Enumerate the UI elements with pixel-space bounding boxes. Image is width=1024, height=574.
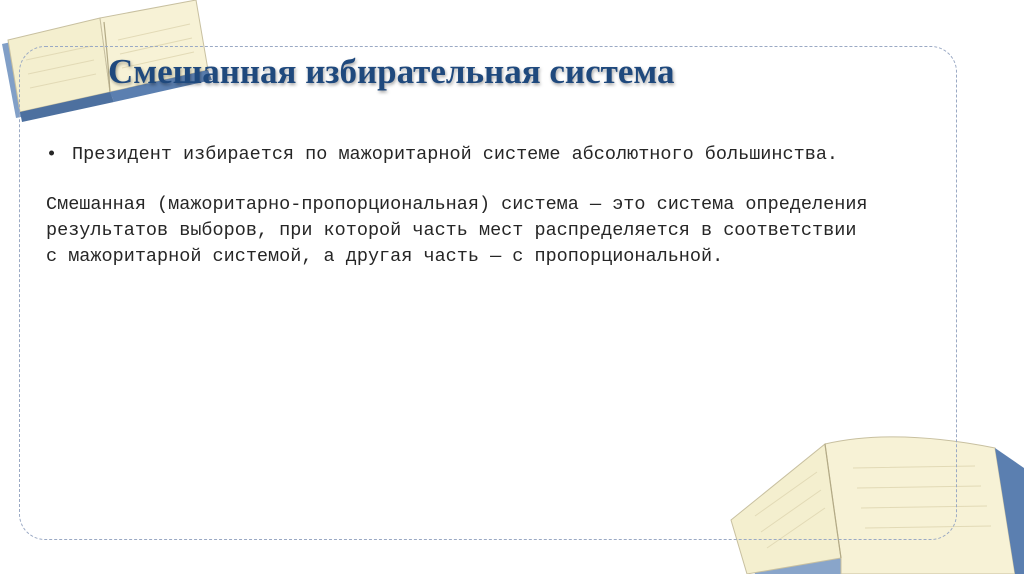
- bullet-marker: •: [46, 144, 58, 165]
- slide-title: Смешанная избирательная система: [108, 52, 675, 91]
- slide-content: [46, 142, 876, 270]
- definition-paragraph: Смешанная (мажоритарно-пропорциональная) система — это система определения результатов выборов, при которой часть мест распределяется в соответствии с мажоритарной системой, а другая часть — с пропорциональной.: [46, 194, 868, 267]
- bullet-text: Президент избирается по мажоритарной системе абсолютного большинства.: [72, 144, 839, 165]
- content-frame: [19, 46, 957, 540]
- bullet-item: [46, 142, 876, 168]
